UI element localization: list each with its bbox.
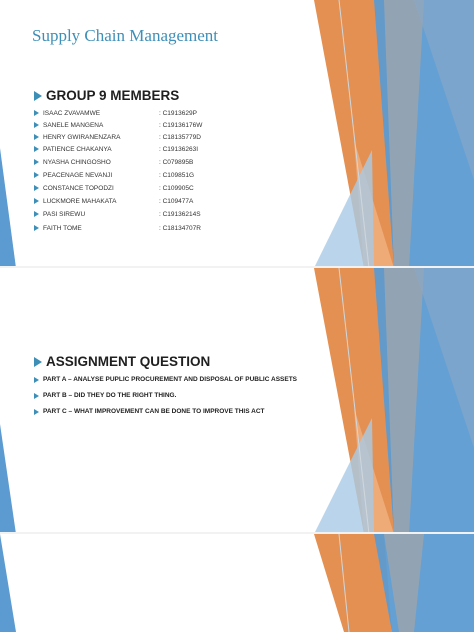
- members-heading: [34, 88, 179, 103]
- question-part-text: PART C – WHAT IMPROVEMENT CAN BE DONE TO IMPROVE THIS ACT: [43, 408, 265, 415]
- member-id: : C109905C: [159, 184, 194, 192]
- member-name: PEACENAGE NEVANJI: [43, 171, 113, 179]
- member-row: [34, 208, 254, 220]
- member-id: : C18135779D: [159, 133, 201, 141]
- member-row: [34, 169, 254, 181]
- bullet-arrow-icon: [34, 159, 39, 165]
- slide-partial: [0, 534, 474, 632]
- bullet-arrow-icon: [34, 377, 39, 383]
- slide-title: Supply Chain Management: [32, 26, 219, 45]
- bullet-arrow-icon: [34, 211, 39, 217]
- member-row: [34, 107, 254, 119]
- assignment-heading-text: ASSIGNMENT QUESTION: [46, 354, 211, 369]
- member-id: : C1913629P: [159, 109, 197, 117]
- slide-decoration: [314, 534, 474, 632]
- bullet-arrow-icon: [34, 122, 39, 128]
- bullet-arrow-icon: [34, 409, 39, 415]
- member-id: : C19136176W: [159, 121, 203, 129]
- member-name: PASI SIREWU: [43, 210, 86, 218]
- question-part-text: PART A – ANALYSE PUPLIC PROCUREMENT AND DISPOSAL OF PUBLIC ASSETS: [43, 376, 298, 383]
- question-part: [34, 392, 176, 399]
- members-heading-text: GROUP 9 MEMBERS: [46, 88, 180, 103]
- member-name: FAITH TOME: [43, 224, 82, 232]
- bullet-arrow-icon: [34, 134, 39, 140]
- member-id: : C19136214S: [159, 210, 201, 218]
- bullet-arrow-icon: [34, 185, 39, 191]
- bullet-arrow-icon: [34, 225, 39, 231]
- member-id: : C079895B: [159, 158, 194, 166]
- slide-assignment-question: [0, 268, 474, 534]
- left-accent-shape: [0, 534, 16, 632]
- member-name: CONSTANCE TOPODZI: [43, 184, 114, 192]
- bullet-arrow-icon: [34, 146, 39, 152]
- member-row: [34, 195, 254, 207]
- member-name: NYASHA CHINGOSHO: [43, 158, 111, 166]
- member-id: : C109851G: [159, 171, 195, 179]
- question-part: [34, 408, 265, 415]
- slide-group-members: [0, 0, 474, 268]
- left-accent-shape: [0, 424, 16, 534]
- member-name: ISAAC ZVAVAMWE: [43, 109, 101, 117]
- left-accent-shape: [0, 148, 16, 268]
- slide-decoration: [314, 268, 474, 534]
- bullet-arrow-icon: [34, 357, 42, 367]
- member-id: : C109477A: [159, 197, 194, 205]
- member-name: LUCKMORE MAHAKATA: [43, 197, 117, 205]
- member-name: PATIENCE CHAKANYA: [43, 145, 112, 153]
- bullet-arrow-icon: [34, 91, 42, 101]
- member-name: SANELE MANGENA: [43, 121, 104, 129]
- bullet-arrow-icon: [34, 393, 39, 399]
- bullet-arrow-icon: [34, 172, 39, 178]
- member-id: : C18134707R: [159, 224, 201, 232]
- member-row: [34, 131, 254, 143]
- question-part-text: PART B – DID THEY DO THE RIGHT THING.: [43, 392, 177, 399]
- member-name: HENRY GWIRANENZARA: [43, 133, 121, 141]
- assignment-heading: [34, 354, 210, 369]
- member-row: [34, 119, 254, 131]
- bullet-arrow-icon: [34, 110, 39, 116]
- question-part: [34, 376, 297, 383]
- member-row: [34, 222, 254, 234]
- member-id: : C19136263I: [159, 145, 199, 153]
- bullet-arrow-icon: [34, 198, 39, 204]
- member-row: [34, 143, 254, 155]
- slide-decoration: [314, 0, 474, 268]
- member-row: [34, 156, 254, 168]
- member-row: [34, 182, 254, 194]
